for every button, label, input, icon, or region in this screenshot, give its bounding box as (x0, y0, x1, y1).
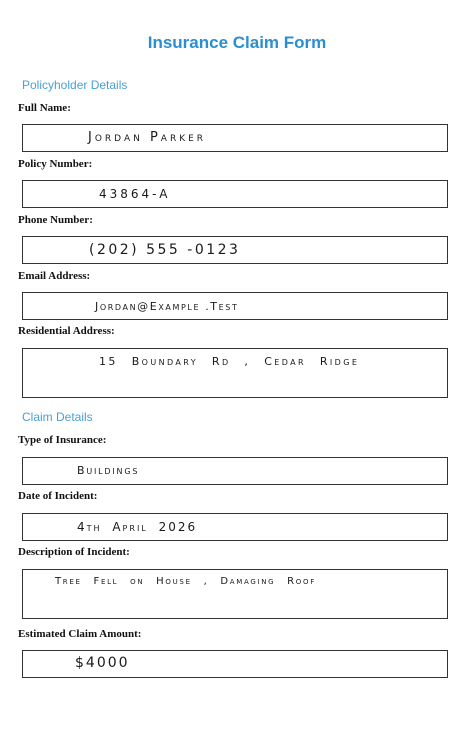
residential-address-label: Residential Address: (18, 325, 115, 337)
policy-number-label: Policy Number: (18, 158, 93, 170)
policy-number-value: 43864-A (99, 187, 171, 201)
type-of-insurance-field[interactable] (22, 457, 448, 485)
description-of-incident-label: Description of Incident: (18, 546, 130, 558)
phone-number-label: Phone Number: (18, 214, 93, 226)
phone-number-value: (202) 555 -0123 (89, 242, 241, 258)
full-name-field[interactable] (22, 124, 448, 152)
estimated-claim-amount-value: $4000 (75, 655, 130, 671)
email-address-field[interactable] (22, 292, 448, 320)
email-address-value: Jordan@Example .Test (95, 300, 239, 313)
section-heading-claim: Claim Details (22, 410, 93, 424)
description-of-incident-value: Tree Fell on House , Damaging Roof (55, 576, 316, 587)
full-name-label: Full Name: (18, 102, 71, 114)
type-of-insurance-value: Buildings (77, 464, 140, 477)
full-name-value: Jordan Parker (88, 130, 207, 145)
section-heading-policyholder: Policyholder Details (22, 78, 128, 92)
date-of-incident-label: Date of Incident: (18, 490, 98, 502)
description-of-incident-field[interactable] (22, 569, 448, 619)
email-address-label: Email Address: (18, 270, 91, 282)
policy-number-field[interactable] (22, 180, 448, 208)
residential-address-value: 15 Boundary Rd , Cedar Ridge (99, 355, 360, 368)
phone-number-field[interactable] (22, 236, 448, 264)
estimated-claim-amount-field[interactable] (22, 650, 448, 678)
date-of-incident-field[interactable] (22, 513, 448, 541)
form-title: Insurance Claim Form (147, 33, 327, 52)
residential-address-field[interactable] (22, 348, 448, 398)
estimated-claim-amount-label: Estimated Claim Amount: (18, 628, 142, 640)
date-of-incident-value: 4th April 2026 (77, 520, 198, 534)
type-of-insurance-label: Type of Insurance: (18, 434, 107, 446)
